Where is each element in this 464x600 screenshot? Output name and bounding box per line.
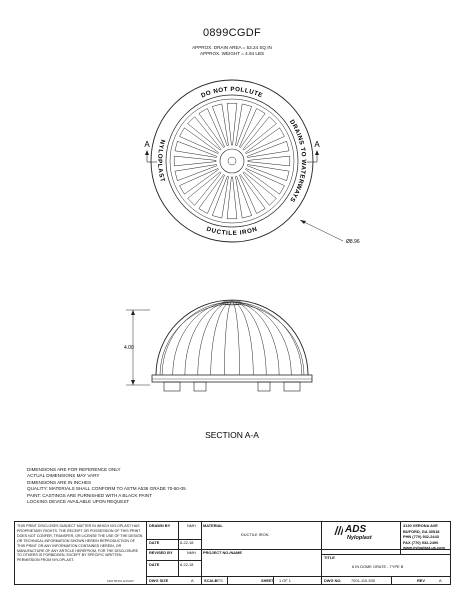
- grate-plan: [151, 80, 313, 242]
- grate-section: [152, 300, 312, 391]
- note-line: DIMENSIONS ARE IN INCHES: [27, 479, 92, 485]
- dwg-size-label: DWG SIZE: [149, 578, 169, 583]
- title-label: TITLE: [324, 555, 335, 560]
- date2-value: 6-22-18: [180, 562, 194, 567]
- drawn-by-value: NMH: [187, 523, 196, 528]
- material-label: MATERIAL: [203, 523, 223, 528]
- drawing-title: 8 IN DOME GRATE - TYPE B: [352, 564, 404, 569]
- date2-label: DATE: [149, 562, 160, 567]
- drain-area-text: APPROX. DRAIN AREA = 53.24 SQ IN: [192, 45, 272, 50]
- ring-text-right: DRAINS TO WATERWAYS: [288, 118, 308, 204]
- material-value: DUCTILE IRON: [241, 532, 269, 537]
- rev-label: REV: [417, 578, 425, 583]
- part-number-title: 0899CGDF: [202, 27, 262, 39]
- rev-value: A: [439, 578, 442, 583]
- ads-logo-text: ADS: [345, 524, 367, 535]
- note-line: PAINT: CASTINGS ARE FURNISHED WITH A BLACK PAINT: [27, 492, 152, 498]
- section-caption: SECTION A-A: [205, 430, 259, 440]
- form-code: F203 TB 001 12.PL007: [107, 580, 134, 583]
- section-mark-right: A: [314, 140, 320, 149]
- ring-text-bottom: DUCTILE IRON: [205, 225, 259, 237]
- dwg-no-label: DWG NO.: [324, 578, 342, 583]
- address-line: PHN (770) 932-2443: [403, 534, 439, 540]
- drawn-by-label: DRAWN BY: [149, 523, 171, 528]
- nyloplast-logo-text: Nyloplast: [347, 535, 372, 541]
- company-address: [403, 523, 445, 551]
- note-line: LOCKING DEVICE AVAILABLE UPON REQUEST: [27, 499, 130, 505]
- sheet-value: 1 OF 1: [279, 578, 291, 583]
- section-mark-left: A: [144, 140, 150, 149]
- ring-text-left: NYLOPLAST: [156, 138, 167, 184]
- note-line: DIMENSIONS ARE FOR REFERENCE ONLY: [27, 467, 121, 472]
- height-dimension-label: 4.00: [124, 345, 134, 351]
- dwg-no-value: 7001-110-539: [351, 578, 375, 583]
- date-label: DATE: [149, 540, 160, 545]
- revised-by-value: NMH: [187, 550, 196, 555]
- diameter-label: Ø8.96: [346, 239, 360, 245]
- sheet-label: SHEET: [261, 578, 274, 583]
- section-view-drawing: [0, 285, 464, 455]
- ads-stripes-icon: [333, 526, 343, 535]
- revised-by-label: REVISED BY: [149, 550, 173, 555]
- address-line: 3130 VERONA AVE: [403, 523, 438, 528]
- address-line: FAX (770) 932-2490: [403, 539, 439, 545]
- project-label: PROJECT NO./NAME: [203, 550, 242, 555]
- ring-text-top: DO NOT POLLUTE: [200, 85, 264, 100]
- note-line: QUALITY: MATERIALS SHALL CONFORM TO ASTM A536 GRADE 70-50-05: [27, 486, 186, 492]
- scale-value: NTS: [215, 578, 223, 583]
- date-value: 6-22-18: [180, 540, 194, 545]
- ads-nyloplast-logo: [333, 525, 395, 541]
- dwg-size-value: A: [191, 578, 194, 583]
- address-line: BUFORD, GA 30518: [403, 528, 440, 534]
- proprietary-disclaimer: THIS PRINT DISCLOSES SUBJECT MATTER IN WHICH NYLOPLAST HAS PROPRIETARY RIGHTS. THE RECEIPT OR POSSESSION OF THIS PRINT DOES NOT CONFER, TRANSFER, OR LICENSE THE USE OF THE DESIGN OR TECHNICAL INFORMATION SHOWN HEREIN REPRODUCTION OF THIS PRINT OR ANY INFORMATION CONTAINED HEREIN, OR MANUFACTURE OF ANY ARTICLE HEREFROM, FOR THE DISCLOSURE TO OTHERS IS FORBIDDEN, EXCEPT BY SPECIFIC WRITTEN PERMISSION FROM NYLOPLAST.: [17, 524, 143, 563]
- general-notes: [27, 467, 186, 505]
- address-line: www.nyloplast-us.com: [403, 545, 446, 551]
- title-block: [14, 521, 451, 585]
- note-line: ACTUAL DIMENSIONS MAY VARY: [27, 473, 100, 479]
- scale-label: SCALE: [204, 578, 218, 583]
- weight-text: APPROX. WEIGHT = 4.94 LBS: [199, 51, 265, 56]
